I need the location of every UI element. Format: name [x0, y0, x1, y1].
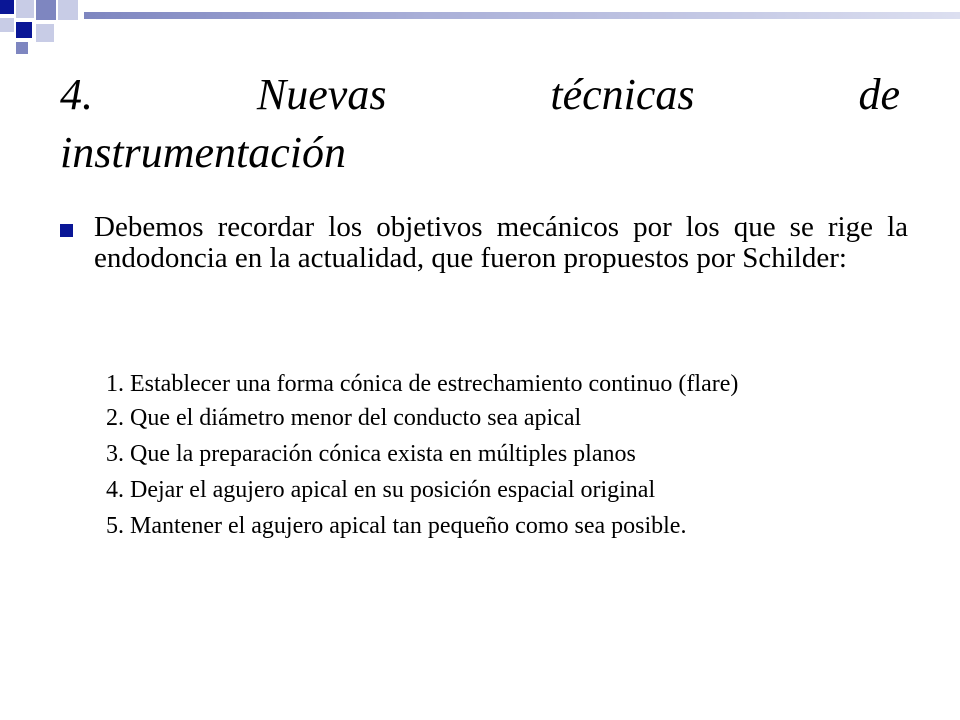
slide-title-line2: instrumentación — [60, 128, 346, 177]
list-item: 2. Que el diámetro menor del conducto sea apical — [106, 405, 582, 431]
square-bullet-icon — [60, 224, 73, 237]
main-bullet-text: Debemos recordar los objetivos mecánicos por los que se rige la endodoncia en la actualidad, que fueron propuestos por Schilder: — [94, 211, 908, 274]
list-item: 3. Que la preparación cónica exista en múltiples planos — [106, 441, 636, 467]
decor-square — [16, 0, 34, 18]
decor-square — [58, 0, 78, 20]
decor-square — [36, 24, 54, 42]
list-item: 1. Establecer una forma cónica de estrechamiento continuo (flare) — [106, 371, 739, 397]
header-gradient-bar — [84, 12, 960, 19]
slide-title — [60, 66, 900, 182]
main-bullet — [60, 212, 908, 274]
decor-square — [36, 0, 56, 20]
decor-square — [0, 18, 14, 32]
corner-decoration — [0, 0, 80, 56]
decor-square — [16, 42, 28, 54]
list-item: 4. Dejar el agujero apical en su posición espacial original — [106, 477, 656, 503]
list-item: 5. Mantener el agujero apical tan pequeño como sea posible. — [106, 513, 687, 539]
decor-square — [16, 22, 32, 38]
decor-square — [0, 0, 14, 14]
slide-title-line1: 4. Nuevas técnicas de — [60, 70, 900, 119]
objectives-list — [106, 372, 906, 550]
